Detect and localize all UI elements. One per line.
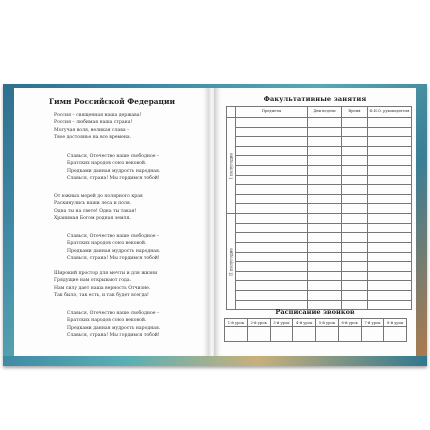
electives-cell <box>236 242 308 252</box>
electives-cell <box>308 281 342 291</box>
anthem-line: Славься, Отечество наше свободное – <box>67 154 160 159</box>
anthem-line: Хранимая Богом родная земля. <box>54 215 131 221</box>
lesson-header: 2-й урок <box>247 319 270 327</box>
anthem-line: Предками данная мудрость народная. <box>67 248 161 254</box>
electives-row <box>227 281 412 291</box>
electives-cell <box>308 252 342 262</box>
electives-cell <box>342 127 368 137</box>
electives-row <box>227 214 412 224</box>
electives-cell <box>342 175 368 185</box>
anthem-stanza-1 <box>54 112 141 141</box>
electives-title: Факультативные занятия <box>263 95 367 103</box>
electives-cell <box>342 262 368 272</box>
left-page <box>14 88 210 356</box>
anthem-line: Славься, страна! Мы гордимся тобой! <box>67 332 160 338</box>
electives-row <box>227 118 412 128</box>
electives-row <box>227 156 412 166</box>
electives-cell <box>308 137 342 147</box>
bell-schedule-title: Расписание звонков <box>275 308 355 316</box>
electives-cell <box>308 214 342 224</box>
lesson-time-cell <box>316 327 339 342</box>
anthem-line: Братских народов союз вековой. <box>67 318 147 324</box>
electives-cell <box>342 271 368 281</box>
lesson-time-cell <box>384 327 407 342</box>
electives-row <box>227 194 412 204</box>
lesson-header: 6-й урок <box>338 319 361 327</box>
semester-cell <box>227 118 236 214</box>
anthem-line: Славься, страна! Мы гордимся тобой! <box>67 255 160 261</box>
electives-cell <box>342 281 368 291</box>
anthem-line: Раскинулись наши леса и поля. <box>54 201 132 207</box>
electives-row <box>227 175 412 185</box>
electives-row <box>227 204 412 214</box>
electives-cell <box>368 242 412 252</box>
electives-cell <box>368 262 412 272</box>
electives-cell <box>308 175 342 185</box>
electives-cell <box>236 290 308 300</box>
electives-cell <box>236 137 308 147</box>
anthem-line: Предками данная мудрость народная. <box>67 168 161 174</box>
bell-time-row <box>225 327 407 342</box>
electives-row <box>227 233 412 243</box>
electives-table <box>226 106 412 310</box>
electives-cell <box>368 233 412 243</box>
anthem-chorus-2 <box>67 233 160 262</box>
electives-cell <box>236 175 308 185</box>
electives-cell <box>368 185 412 195</box>
electives-cell <box>308 223 342 233</box>
anthem-title: Гимн Российской Федерации <box>49 97 175 106</box>
electives-cell <box>236 281 308 291</box>
electives-row <box>227 271 412 281</box>
electives-cell <box>236 185 308 195</box>
electives-cell <box>368 146 412 156</box>
electives-cell <box>368 156 412 166</box>
electives-cell <box>236 166 308 176</box>
electives-cell <box>368 118 412 128</box>
electives-cell <box>236 118 308 128</box>
anthem-line: Так было, так есть, и так будет всегда! <box>54 292 149 298</box>
anthem-stanza-3 <box>54 270 157 299</box>
electives-cell <box>236 223 308 233</box>
electives-cell <box>368 137 412 147</box>
anthem-chorus-1 <box>67 153 160 182</box>
electives-cell <box>368 175 412 185</box>
electives-header-row <box>227 107 412 118</box>
electives-cell <box>308 271 342 281</box>
electives-cell <box>236 194 308 204</box>
lesson-header: 7-й урок <box>361 319 384 327</box>
electives-cell <box>368 194 412 204</box>
electives-cell <box>368 223 412 233</box>
electives-cell <box>342 290 368 300</box>
electives-cell <box>308 127 342 137</box>
electives-cell <box>308 204 342 214</box>
anthem-line: Могучая воля, великая слава – <box>54 127 130 133</box>
electives-row <box>227 185 412 195</box>
electives-cell <box>368 290 412 300</box>
electives-cell <box>236 271 308 281</box>
cover-edge <box>3 356 427 366</box>
electives-row <box>227 137 412 147</box>
electives-cell <box>308 194 342 204</box>
lesson-time-cell <box>293 327 316 342</box>
electives-row <box>227 262 412 272</box>
column-header-subjects: Предметы <box>236 107 308 118</box>
anthem-line: Широкий простор для мечты и для жизни <box>54 271 158 276</box>
electives-cell <box>236 233 308 243</box>
lesson-header: 5-й урок <box>316 319 339 327</box>
electives-cell <box>342 214 368 224</box>
electives-cell <box>308 118 342 128</box>
lesson-header: 3-й урок <box>270 319 293 327</box>
electives-row <box>227 127 412 137</box>
electives-cell <box>342 194 368 204</box>
electives-row <box>227 290 412 300</box>
electives-row <box>227 146 412 156</box>
electives-cell <box>236 127 308 137</box>
lesson-time-cell <box>361 327 384 342</box>
electives-row <box>227 242 412 252</box>
electives-cell <box>368 204 412 214</box>
lesson-time-cell <box>225 327 248 342</box>
lesson-header: 8-й урок <box>384 319 407 327</box>
anthem-line: Славься, Отечество наше свободное – <box>67 311 160 316</box>
electives-cell <box>342 185 368 195</box>
bell-schedule-table <box>224 318 407 342</box>
semester-label: II полугодие <box>228 247 234 276</box>
electives-cell <box>368 214 412 224</box>
electives-cell <box>308 290 342 300</box>
anthem-line: Россия – любимая наша страна! <box>54 120 133 126</box>
anthem-line: Славься, Отечество наше свободное – <box>67 234 160 239</box>
electives-cell <box>342 118 368 128</box>
column-header-days: Дни недели <box>308 107 342 118</box>
electives-cell <box>236 262 308 272</box>
electives-cell <box>342 242 368 252</box>
anthem-line: Твое достоянье на все времена. <box>54 134 132 140</box>
anthem-line: Россия – священная наша держава! <box>54 113 142 118</box>
electives-cell <box>368 127 412 137</box>
anthem-stanza-2 <box>54 193 143 222</box>
semester-cell <box>227 214 236 310</box>
lesson-time-cell <box>247 327 270 342</box>
electives-cell <box>236 214 308 224</box>
electives-cell <box>308 262 342 272</box>
semester-label: I полугодие <box>228 152 234 179</box>
anthem-chorus-3 <box>67 310 160 339</box>
lesson-time-cell <box>270 327 293 342</box>
lesson-time-cell <box>338 327 361 342</box>
electives-row <box>227 223 412 233</box>
electives-cell <box>342 146 368 156</box>
anthem-line: Братских народов союз вековой. <box>67 161 147 167</box>
electives-cell <box>308 146 342 156</box>
electives-cell <box>368 166 412 176</box>
column-header-time: Время <box>342 107 368 118</box>
anthem-line: Грядущие нам открывают года. <box>54 278 132 284</box>
electives-corner-cell <box>227 107 236 118</box>
electives-cell <box>308 156 342 166</box>
lesson-header: 4-й урок <box>293 319 316 327</box>
right-page <box>214 88 416 356</box>
electives-cell <box>236 146 308 156</box>
column-header-teacher: Ф.И.О. руководителя <box>368 107 412 118</box>
electives-cell <box>308 185 342 195</box>
electives-cell <box>342 137 368 147</box>
anthem-line: Славься, страна! Мы гордимся тобой! <box>67 175 160 181</box>
electives-cell <box>308 166 342 176</box>
electives-cell <box>368 281 412 291</box>
electives-row <box>227 166 412 176</box>
anthem-line: Братских народов союз вековой. <box>67 241 147 247</box>
electives-cell <box>368 252 412 262</box>
electives-cell <box>342 223 368 233</box>
electives-cell <box>236 156 308 166</box>
electives-cell <box>342 252 368 262</box>
electives-cell <box>236 204 308 214</box>
electives-cell <box>342 156 368 166</box>
anthem-line: Одна ты на свете! Одна ты такая! <box>54 208 137 214</box>
electives-cell <box>236 252 308 262</box>
electives-cell <box>308 242 342 252</box>
bell-header-row <box>225 319 407 327</box>
electives-cell <box>368 271 412 281</box>
anthem-line: Нам силу дает наша верность Отчизне. <box>54 285 151 291</box>
electives-cell <box>342 166 368 176</box>
electives-cell <box>342 233 368 243</box>
anthem-line: Предками данная мудрость народная. <box>67 325 161 331</box>
anthem-line: От южных морей до полярного края <box>54 194 143 199</box>
electives-row <box>227 252 412 262</box>
electives-cell <box>308 233 342 243</box>
lesson-header: 1-й урок <box>225 319 248 327</box>
electives-cell <box>342 204 368 214</box>
